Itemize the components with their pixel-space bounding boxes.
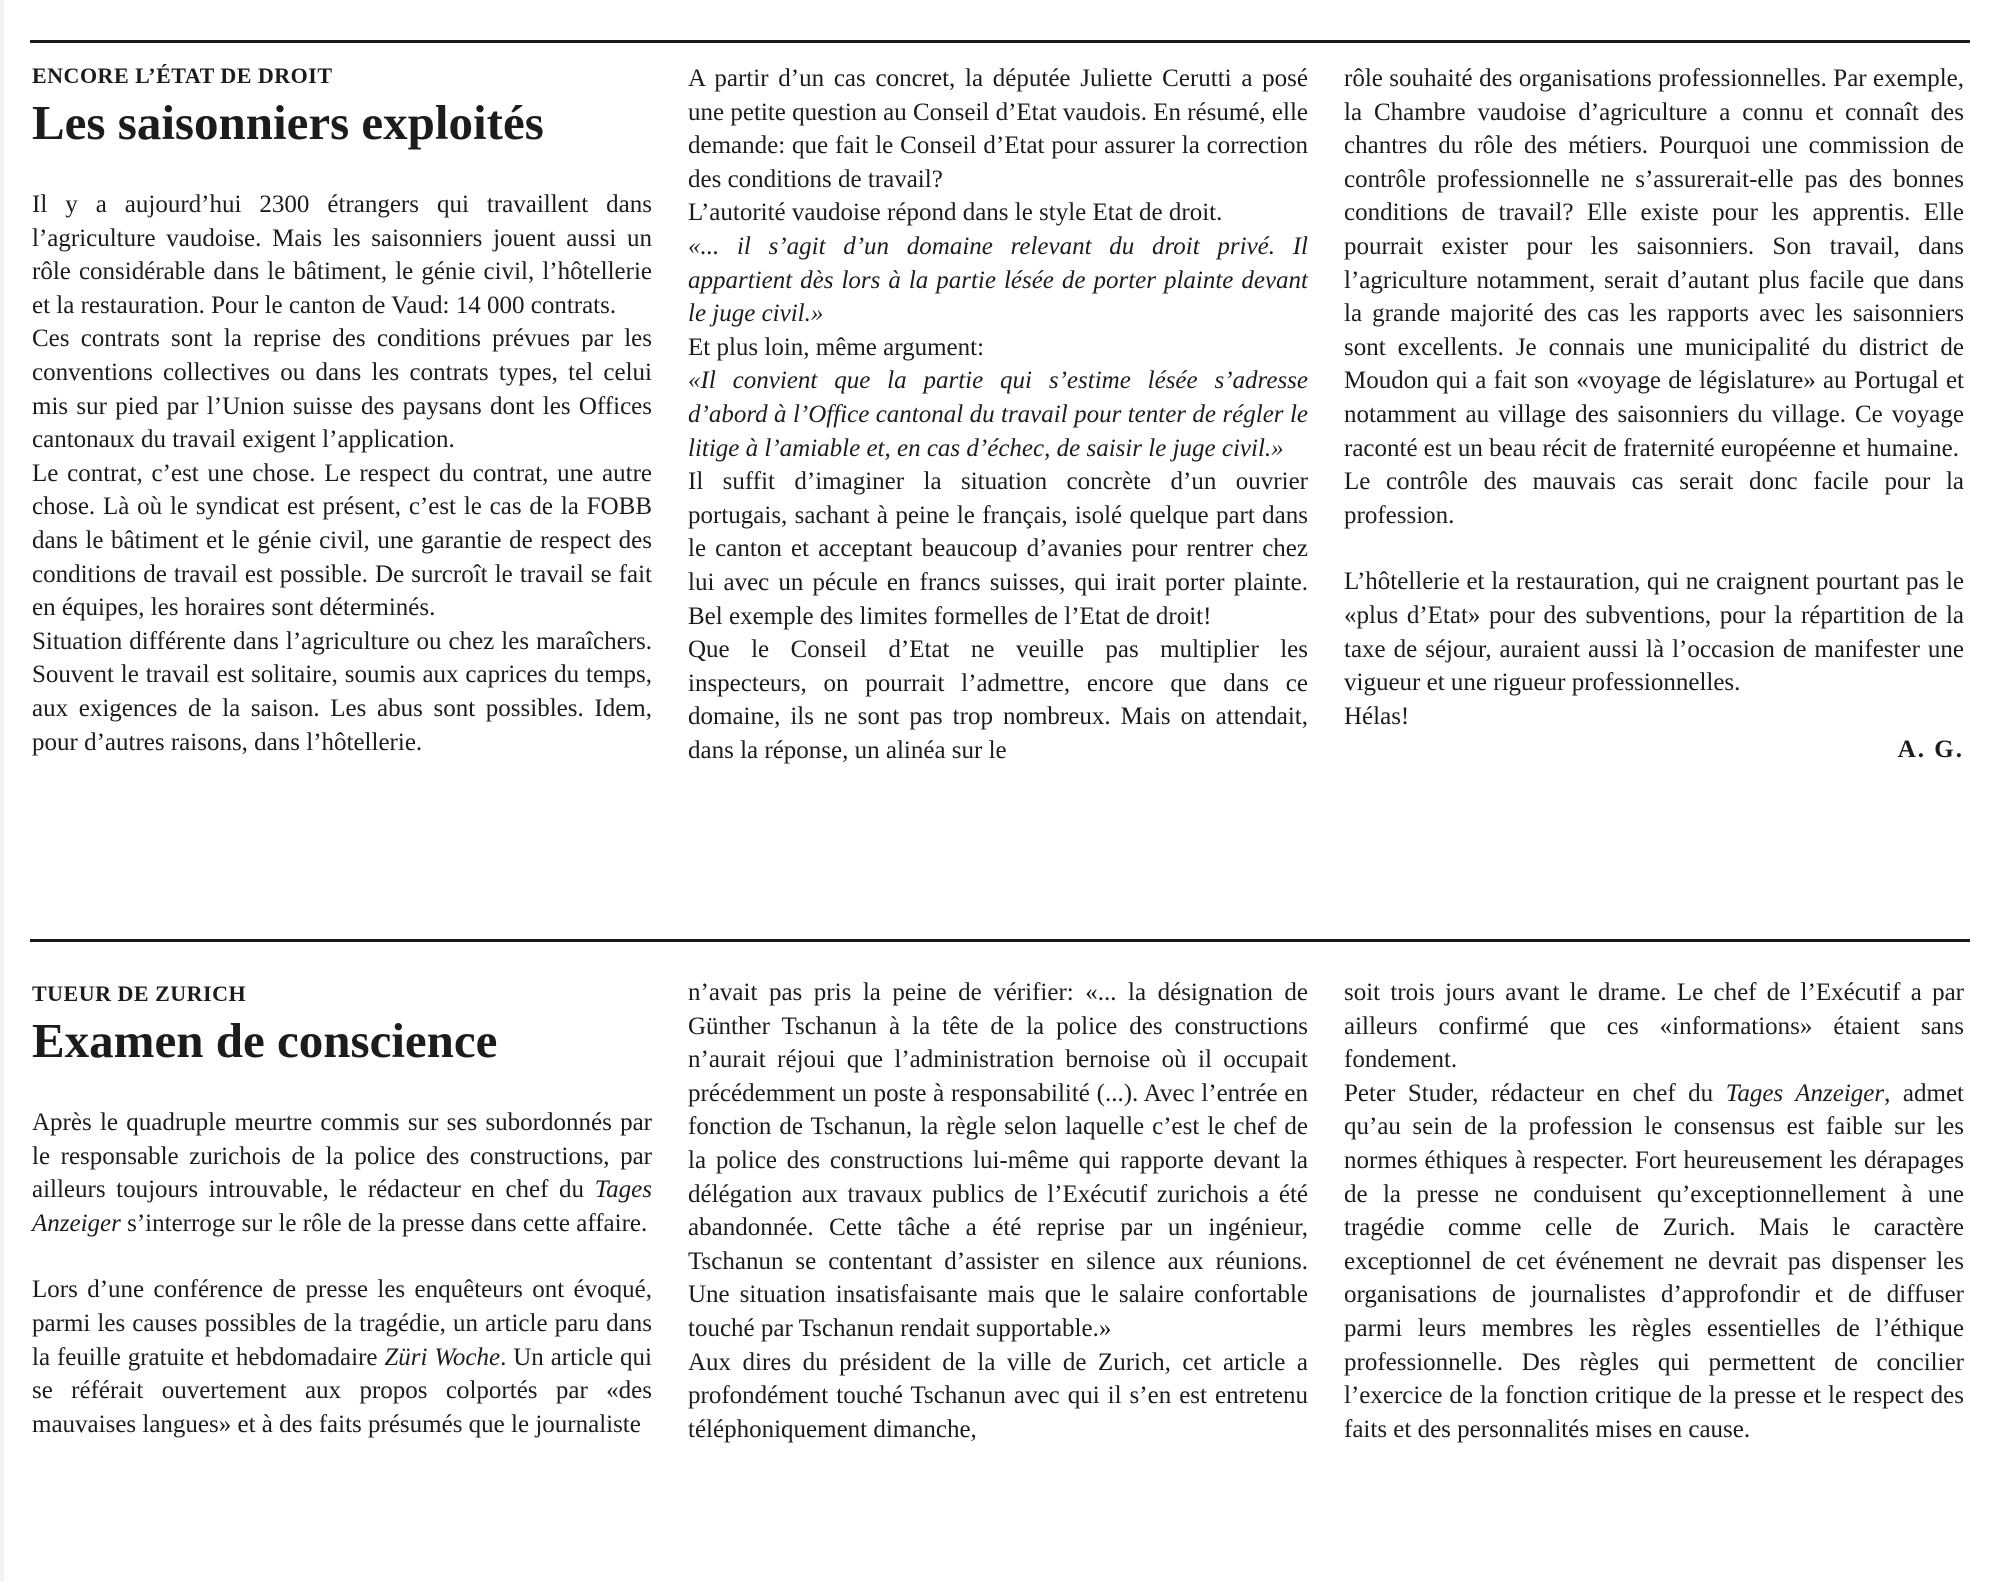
article2-paragraph <box>32 1273 652 1441</box>
article2-paragraph: soit trois jours avant le drame. Le chef de l’Exécutif a par ailleurs confirmé que ces «informations» étaient sans fondement. <box>1344 979 1964 1074</box>
article2-column-3 <box>1344 976 1964 1446</box>
article2-paragraph <box>1344 1077 1964 1447</box>
text-run: Après le quadruple meurtre commis sur ses subordonnés par le responsable zurichois de la police des constructions, par ailleurs toujours introuvable, le rédacteur en chef du <box>32 1109 652 1204</box>
article2-column-1 <box>32 980 652 1441</box>
article1-quote: «Il convient que la partie qui s’estime lésée s’adresse d’abord à l’Office cantonal du travail pour tenter de régler le litige à l’amiable et, en cas d’échec, de saisir le juge civil.» <box>688 367 1308 462</box>
article1-column-1 <box>32 62 652 759</box>
article1-paragraph: L’autorité vaudoise répond dans le style Etat de droit. <box>688 199 1223 227</box>
article1-paragraph: Il y a aujourd’hui 2300 étrangers qui travaillent dans l’agriculture vaudoise. Mais les saisonniers jouent aussi un rôle considérable dans le bâtiment, le génie civil, l’hôtellerie et la restauration. Pour le canton de Vaud: 14 000 contrats. <box>32 191 652 319</box>
publication-name: Züri Woche <box>384 1343 501 1371</box>
article1-title: Les saisonniers exploités <box>32 95 544 150</box>
article1-column-3 <box>1344 62 1964 767</box>
article1-kicker: ENCORE L’ÉTAT DE DROIT <box>32 63 333 88</box>
text-run: , admet qu’au sein de la profession le consensus est faible sur les normes éthiques à respecter. Fort heureusement les dérapages de la presse ne conduisent qu’exceptionnellement à une tragédie comme celle de Zurich. Mais le caractère exceptionnel de cet événement ne devrait pas dispenser les organisations de journalistes d’approfondir et de diffuser parmi leurs membres les règles essentielles de l’éthique professionnelle. Des règles qui permettent de concilier l’exercice de la fonction critique de la presse et le respect des faits et des personnalités mises en cause. <box>1344 1079 1964 1443</box>
article2-paragraph <box>32 1106 652 1240</box>
article1-paragraph: Ces contrats sont la reprise des conditions prévues par les conventions collectives ou dans les contrats types, tel celui mis sur pied par l’Union suisse des paysans dont les Offices cantonaux du travail exigent l’application. <box>32 325 652 454</box>
article2-column-2 <box>688 976 1308 1446</box>
article1-paragraph: Il suffit d’imaginer la situation concrète d’un ouvrier portugais, sachant à peine le français, isolé quelque part dans le canton et acceptant beaucoup d’avanies pour rentrer chez lui avec un pécule en francs suisses, qui irait porter plainte. Bel exemple des limites formelles de l’Etat de droit! <box>688 468 1308 630</box>
article2-title: Examen de conscience <box>32 1013 498 1068</box>
text-run: . Un article qui se référait ouvertement aux propos colportés par «des mauvaises langues» et à des faits présumés que le journaliste <box>32 1343 652 1438</box>
article1-column-2 <box>688 62 1308 767</box>
top-rule <box>30 40 1970 43</box>
article1-paragraph: Situation différente dans l’agriculture ou chez les maraîchers. Souvent le travail est solitaire, soumis aux caprices du temps, aux exigences de la saison. Les abus sont possibles. Idem, pour d’autres raisons, dans l’hôtellerie. <box>32 627 652 756</box>
article2-paragraph: Aux dires du président de la ville de Zurich, cet article a profondément touché Tschanun avec qui il s’en est entretenu téléphoniquement dimanche, <box>688 1348 1308 1443</box>
article1-paragraph: Que le Conseil d’Etat ne veuille pas multiplier les inspecteurs, on pourrait l’admettre, encore que dans ce domaine, ils ne sont pas trop nombreux. Mais on attendait, dans la réponse, un alinéa sur le <box>688 636 1308 764</box>
text-run: s’interroge sur le rôle de la presse dans cette affaire. <box>120 1209 648 1237</box>
publication-name: Tages Anzeiger <box>1725 1079 1885 1107</box>
article2-paragraph: n’avait pas pris la peine de vérifier: «... la désignation de Günther Tschanun à la tête de la police des constructions n’aurait réjoui que l’administration bernoise où il occupait précédemment un poste à responsabilité (...). Avec l’entrée en fonction de Tschanun, la règle selon laquelle c’est le chef de la police des constructions lui-même qui rapporte devant la délégation aux travaux publics de l’Exécutif zurichois a été abandonnée. Cette tâche a été reprise par un ingénieur, Tschanun se contentant d’assister en silence aux réunions. Une situation insatisfaisante mais que le salaire confortable touché par Tschanun rendait supportable.» <box>688 979 1308 1342</box>
article1-paragraph: Et plus loin, même argument: <box>688 333 985 361</box>
publication-name: Tages Anzeiger <box>32 1176 652 1237</box>
article2-kicker: TUEUR DE ZURICH <box>32 981 247 1006</box>
text-run: Lors d’une conférence de presse les enquêteurs ont évoqué, parmi les causes possibles de la tragédie, un article paru dans la feuille gratuite et hebdomadaire <box>32 1276 652 1371</box>
text-run: Peter Studer, rédacteur en chef du <box>1344 1079 1726 1107</box>
article1-paragraph: L’hôtellerie et la restauration, qui ne craignent pourtant pas le «plus d’Etat» pour des subventions, pour la répartition de la taxe de séjour, auraient aussi là l’occasion de manifester une vigueur et une rigueur professionnelles. <box>1344 568 1964 697</box>
page-left-edge <box>0 0 4 1581</box>
article1-paragraph: A partir d’un cas concret, la députée Juliette Cerutti a posé une petite question au Conseil d’Etat vaudois. En résumé, elle demande: que fait le Conseil d’Etat pour assurer la correction des conditions de travail? <box>688 65 1308 193</box>
article1-paragraph: rôle souhaité des organisations professionnelles. Par exemple, la Chambre vaudoise d’agriculture a connu et connaît des chantres du rôle des métiers. Pourquoi une commission de contrôle professionnelle ne s’assurerait-elle pas des bonnes conditions de travail? Elle existe pour les apprentis. Elle pourrait exister pour les saisonniers. Son travail, dans l’agriculture notamment, serait d’autant plus facile que dans la grande majorité des cas les rapports avec les saisonniers sont excellents. Je connais une municipalité du district de Moudon qui a fait son «voyage de législature» au Portugal et notamment au village des saisonniers du village. Ce voyage raconté est un beau récit de fraternité européenne et humaine. <box>1344 65 1964 462</box>
article1-paragraph: Le contrat, c’est une chose. Le respect du contrat, une autre chose. Là où le syndicat est présent, c’est le cas de la FOBB dans le bâtiment et le génie civil, une garantie de respect des conditions de travail est possible. De surcroît le travail se fait en équipes, les horaires sont déterminés. <box>32 459 652 622</box>
section-rule <box>30 939 1970 942</box>
article1-signature: A. G. <box>1897 736 1964 764</box>
article1-paragraph: Le contrôle des mauvais cas serait donc facile pour la profession. <box>1344 468 1964 529</box>
article1-paragraph: Hélas! <box>1344 702 1410 730</box>
article1-quote: «... il s’agit d’un domaine relevant du droit privé. Il appartient dès lors à la partie lésée de porter plainte devant le juge civil.» <box>688 232 1308 328</box>
